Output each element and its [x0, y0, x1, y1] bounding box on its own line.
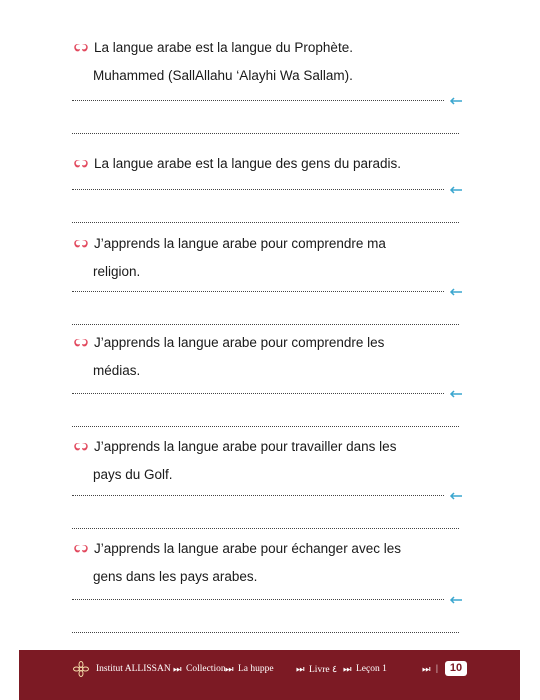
item-text: gens dans les pays arabes. — [93, 569, 258, 584]
dotted-answer-line[interactable] — [72, 133, 459, 134]
item-text: médias. — [93, 363, 141, 378]
footer-separator: ⏭ — [173, 665, 182, 675]
item-text: La langue arabe est la langue du Prophète. — [94, 40, 353, 55]
item-line — [72, 40, 353, 55]
item-line — [72, 439, 396, 454]
dotted-answer-line[interactable] — [72, 324, 459, 325]
page-separator: | — [436, 664, 438, 674]
footer-separator: ⏭ — [296, 665, 305, 675]
left-arrow-icon — [449, 287, 463, 297]
item-text: J’apprends la langue arabe pour comprendre ma — [94, 236, 386, 251]
left-arrow-icon — [449, 491, 463, 501]
double-crescent-bullet-icon — [72, 239, 90, 249]
left-arrow-icon — [449, 389, 463, 399]
lesson-number: Leçon 1 — [356, 664, 387, 674]
left-arrow-icon — [449, 185, 463, 195]
item-line — [72, 541, 401, 556]
left-arrow-icon — [449, 595, 463, 605]
dotted-answer-line[interactable] — [72, 632, 459, 633]
footer-separator: ⏭ — [225, 665, 234, 675]
double-crescent-bullet-icon — [72, 338, 90, 348]
double-crescent-bullet-icon — [72, 159, 90, 169]
dotted-answer-line[interactable] — [72, 495, 444, 496]
dotted-answer-line[interactable] — [72, 100, 444, 101]
item-text: J’apprends la langue arabe pour travailler dans les — [94, 439, 397, 454]
item-line — [72, 335, 384, 350]
double-crescent-bullet-icon — [72, 43, 90, 53]
dotted-answer-line[interactable] — [72, 291, 444, 292]
double-crescent-bullet-icon — [72, 442, 90, 452]
page-number: 10 — [445, 661, 467, 676]
double-crescent-bullet-icon — [72, 544, 90, 554]
item-text: J’apprends la langue arabe pour comprendre les — [94, 335, 385, 350]
dotted-answer-line[interactable] — [72, 426, 459, 427]
institute-name: Institut ALLISSAN — [96, 664, 171, 674]
collection-label: Collection — [186, 664, 226, 674]
dotted-answer-line[interactable] — [72, 222, 459, 223]
book-number: Livre ٤ — [309, 665, 338, 675]
item-line — [93, 363, 140, 378]
footer-separator: ⏭ — [422, 665, 431, 675]
dotted-answer-line[interactable] — [72, 528, 459, 529]
item-line — [93, 264, 140, 279]
page-footer — [19, 650, 520, 700]
item-line — [93, 68, 353, 83]
dotted-answer-line[interactable] — [72, 393, 444, 394]
dotted-answer-line[interactable] — [72, 189, 444, 190]
left-arrow-icon — [449, 96, 463, 106]
collection-name: La huppe — [238, 664, 274, 674]
dotted-answer-line[interactable] — [72, 599, 444, 600]
item-line — [93, 467, 173, 482]
item-line — [72, 156, 401, 171]
footer-separator: ⏭ — [343, 665, 352, 675]
item-line — [72, 236, 386, 251]
flower-logo-icon — [73, 661, 89, 677]
item-text: Muhammed (SallAllahu ‘Alayhi Wa Sallam). — [93, 68, 353, 83]
item-line — [93, 569, 257, 584]
item-text: pays du Golf. — [93, 467, 173, 482]
item-text: religion. — [93, 264, 141, 279]
item-text: La langue arabe est la langue des gens du paradis. — [94, 156, 401, 171]
item-text: J’apprends la langue arabe pour échanger avec les — [94, 541, 401, 556]
